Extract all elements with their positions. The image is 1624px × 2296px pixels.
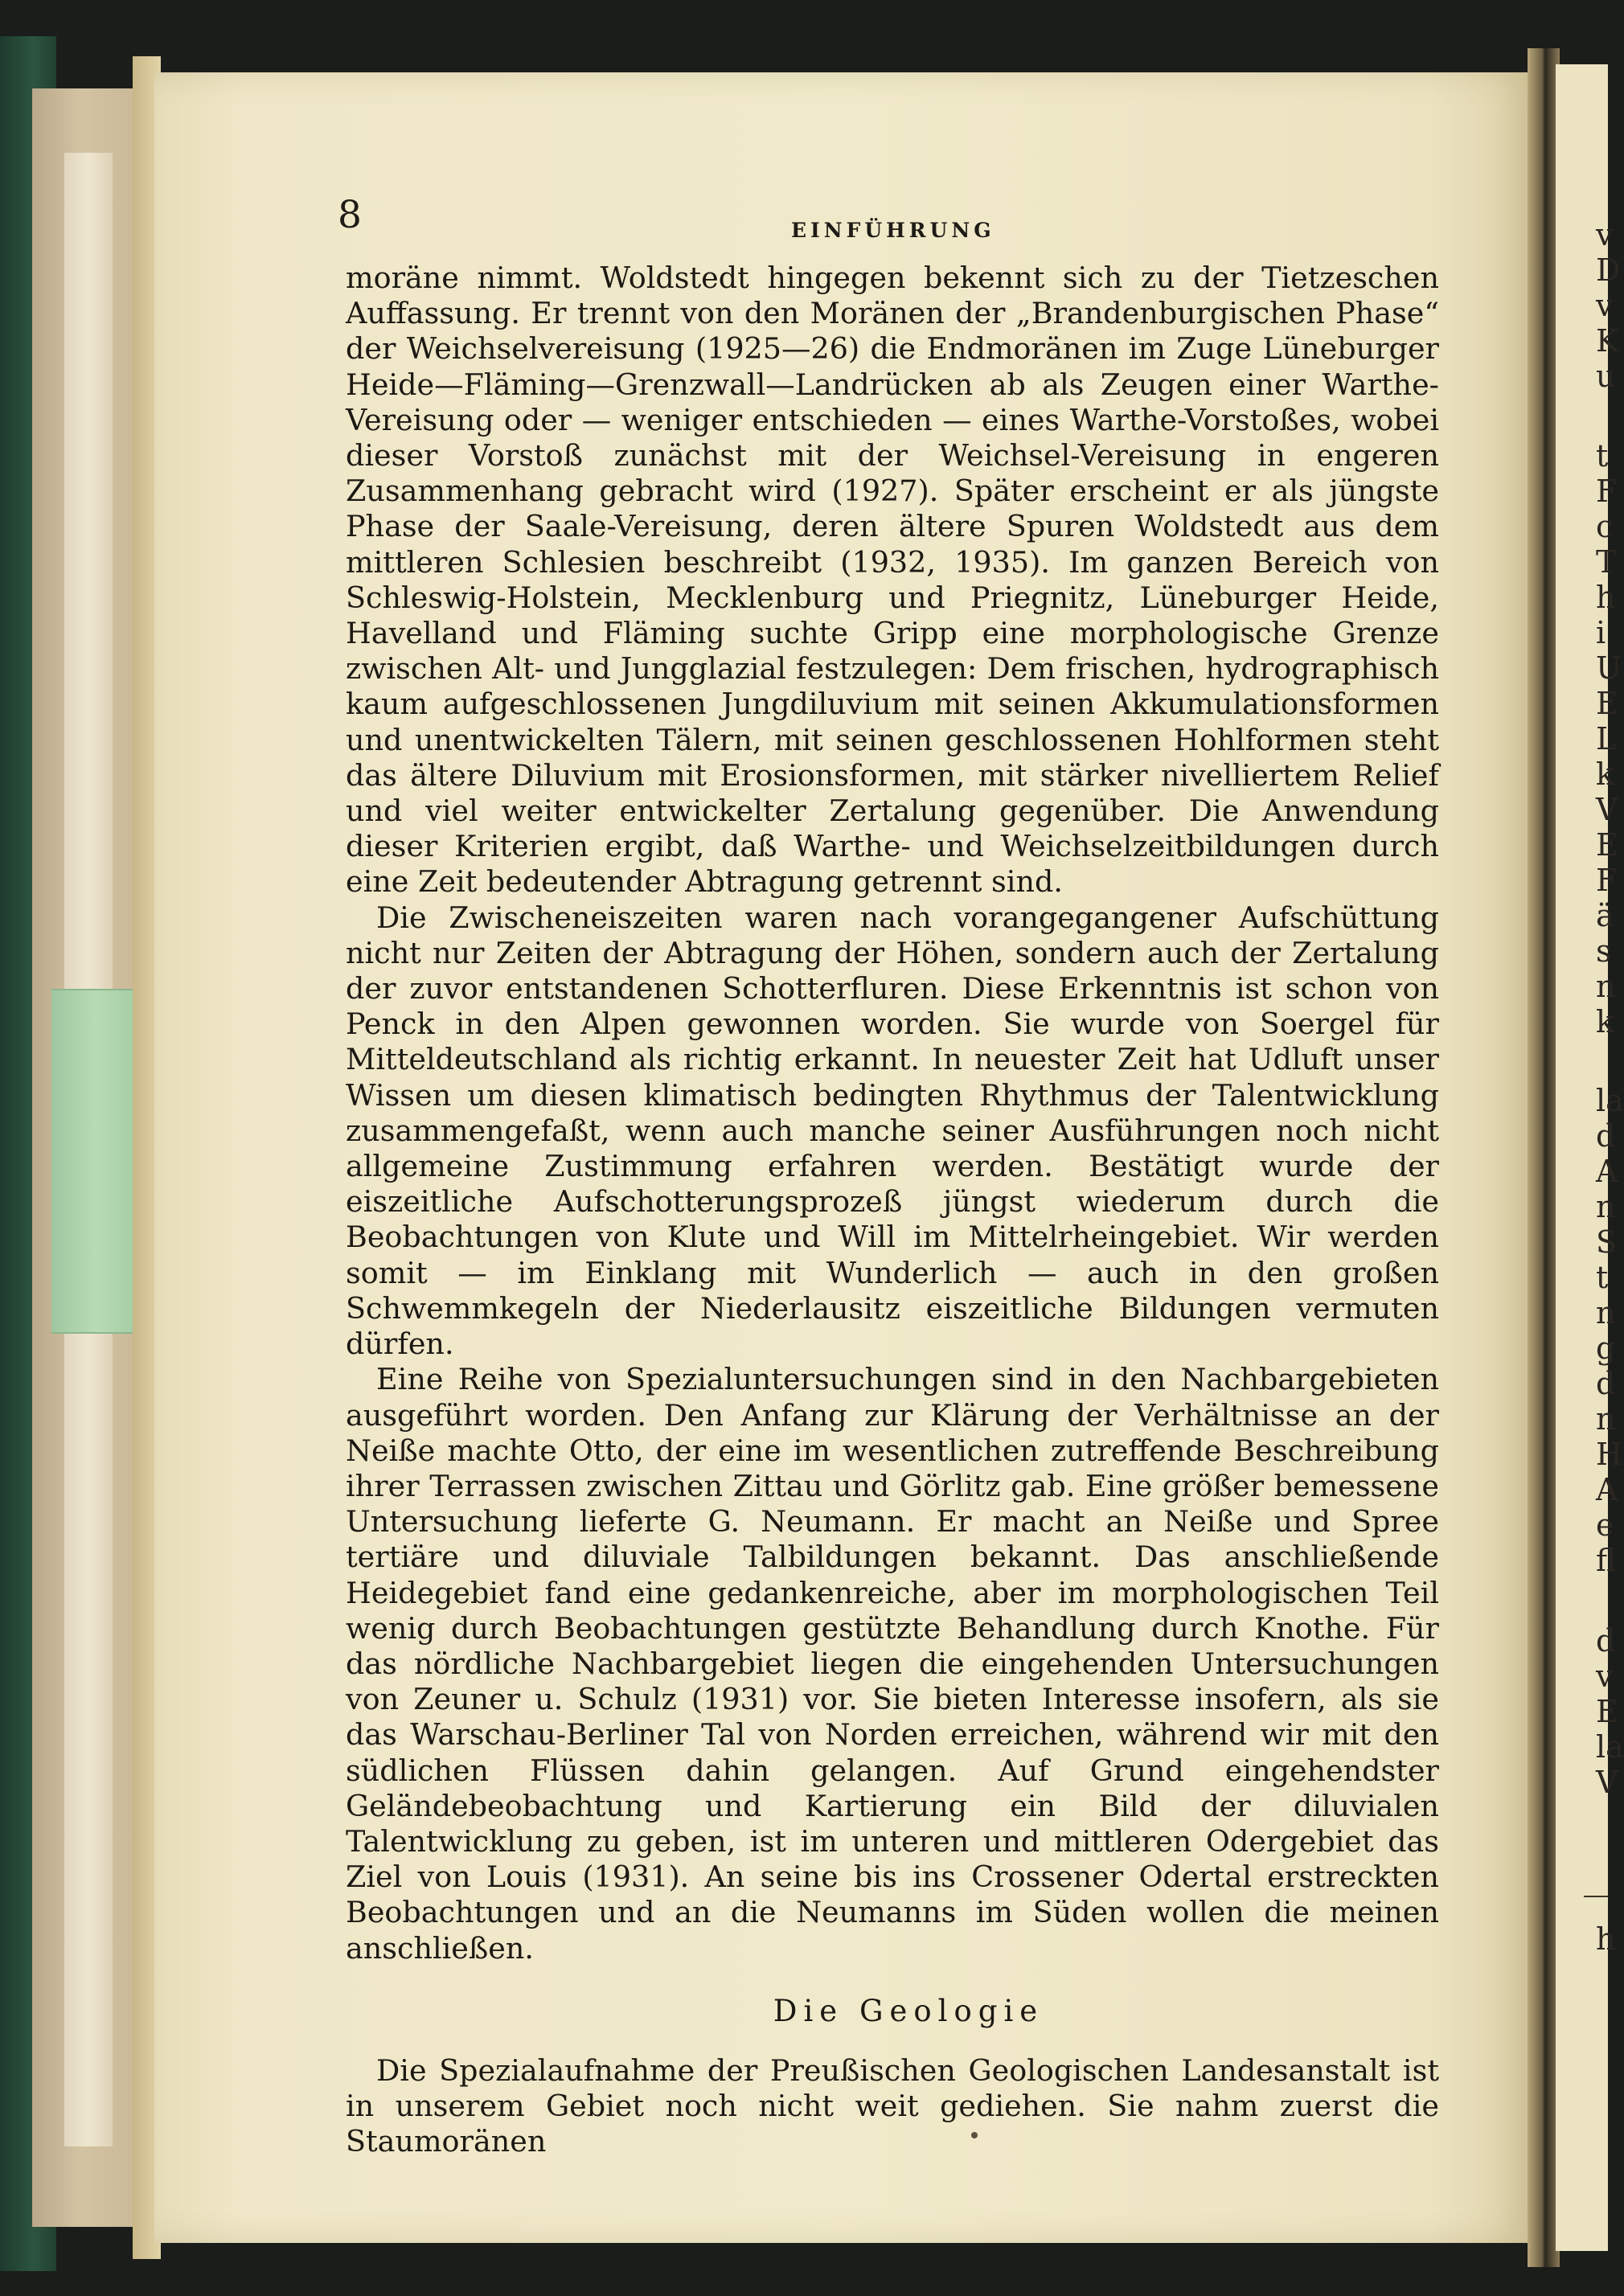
facing-page-fragment: n <box>1596 969 1616 1004</box>
facing-page-fragment: v <box>1596 217 1614 252</box>
facing-page-fragment: U <box>1596 650 1622 686</box>
facing-page-fragment: V <box>1596 1765 1618 1800</box>
running-head: EINFÜHRUNG <box>791 219 995 242</box>
page-number: 8 <box>338 193 362 237</box>
body-text <box>346 260 1439 2159</box>
facing-page-fragment: n <box>1596 1295 1616 1330</box>
facing-page-fragment: L <box>1596 721 1617 756</box>
facing-page-fragment: i <box>1596 615 1606 650</box>
facing-page-fragment: g <box>1596 1330 1616 1366</box>
facing-page-fragment: S <box>1596 1224 1618 1260</box>
facing-page-rule <box>1584 1896 1608 1897</box>
section-heading: Die Geologie <box>773 1993 1044 2028</box>
facing-page-fragment: d <box>1596 1118 1616 1154</box>
paragraph-2: Die Zwischeneiszeiten waren nach vorangegangener Aufschüttung nicht nur Zeiten der Abtragung der Höhen, sondern auch der Zertalung der zuvor entstandenen Schotterfluren. Diese Erkenntnis ist schon von Penck in den Alpen gewonnen worden. Sie wurde von Soergel für Mitteldeutschland als richtig erkannt. In neuester Zeit hat Udluft unser Wissen um diesen klimatisch bedingten Rhythmus der Talentwicklung zusammengefaßt, wenn auch manche seiner Ausführungen noch nicht allgemeine Zustimmung erfahren werden. Bestätigt wurde der eiszeitliche Aufschotterungsprozeß jüngst wiederum durch die Beobachtungen von Klute und Will im Mittelrheingebiet. Wir werden somit — im Einklang mit Wunderlich — auch in den großen Schwemmkegeln der Niederlausitz eiszeitliche Bildungen vermuten dürfen. <box>346 900 1439 1362</box>
facing-page-fragment: c <box>1596 509 1614 544</box>
facing-page-fragment: s <box>1596 933 1612 969</box>
facing-page-fragment: H <box>1596 1437 1623 1472</box>
facing-page-fragment: T <box>1596 544 1617 580</box>
paragraph-1: moräne nimmt. Woldstedt hingegen bekennt sich zu der Tietzeschen Auffassung. Er trennt von den Moränen der „Brandenburgischen Phase“ der Weichselvereisung (1925—26) die Endmoränen im Zuge Lüneburger Heide—Fläming—Grenzwall—Landrücken ab als Zeugen einer Warthe-Vereisung oder — weniger entschieden — eines Warthe-Vorstoßes, wobei dieser Vorstoß zunächst mit der Weichsel-Vereisung in engeren Zusammenhang gebracht wird (1927). Später erscheint er als jüngste Phase der Saale-Vereisung, deren ältere Spuren Woldstedt aus dem mittleren Schlesien beschreibt (1932, 1935). Im ganzen Bereich von Schleswig-Holstein, Mecklenburg und Priegnitz, Lüneburger Heide, Havelland und Fläming suchte Gripp eine morphologische Grenze zwischen Alt- und Jungglazial festzulegen: Dem frischen, hydrographisch kaum aufgeschlossenen Jungdiluvium mit seinen Akkumulationsformen und unentwickelten Tälern, mit seinen geschlossenen Hohlformen steht das ältere Diluvium mit Erosionsformen, mit stärker nivelliertem Relief und viel weiter entwickelter Zertalung gegenüber. Die Anwendung dieser Kriterien ergibt, daß Warthe- und Weichselzeitbildungen durch eine Zeit bedeutender Abtragung getrennt sind. <box>346 260 1439 900</box>
facing-page-fragment: n <box>1596 1189 1616 1224</box>
facing-page-fragment: la <box>1596 1729 1624 1765</box>
facing-page-fragment: d <box>1596 1366 1616 1401</box>
book-gutter <box>1528 48 1560 2267</box>
facing-page-fragment: t <box>1596 438 1609 474</box>
section-paragraph: Die Spezialaufnahme der Preußischen Geologischen Landesanstalt ist in unserem Gebiet noch nicht weit gediehen. Sie nahm zuerst die Staumoränen <box>346 2052 1439 2159</box>
facing-page <box>1556 64 1624 2251</box>
facing-page-fragment: v <box>1596 288 1614 323</box>
facing-page-fragment: k <box>1596 1004 1615 1039</box>
paragraph-3: Eine Reihe von Spezialuntersuchungen sind in den Nachbargebieten ausgeführt worden. Den Anfang zur Klärung der Verhältnisse an der Neiße machte Otto, der eine im wesentlichen zutreffende Beschreibung ihrer Terrassen zwischen Zittau und Görlitz gab. Eine größer bemessene Untersuchung lieferte G. Neumann. Er macht an Neiße und Spree tertiäre und diluviale Talbildungen bekannt. Das anschließende Heidegebiet fand eine gedankenreiche, aber im morphologischen Teil wenig durch Beobachtungen gestützte Behandlung durch Knothe. Für das nördliche Nachbargebiet liegen die eingehenden Untersuchungen von Zeuner u. Schulz (1931) vor. Sie bieten Interesse insofern, als sie das Warschau-Berliner Tal von Norden erreichen, während wir mit den südlichen Flüssen dahin gelangen. Auf Grund eingehendster Geländebeobachtung und Kartierung ein Bild der diluvialen Talentwicklung zu geben, ist im unteren und mittleren Odergebiet das Ziel von Louis (1931). An seine bis ins Crossener Odertal erstreckten Beobachtungen und an die Neumanns im Süden wollen die meinen anschließen. <box>346 1362 1439 1966</box>
facing-page-fragment: n <box>1596 1401 1616 1437</box>
facing-page-fragment: V <box>1596 792 1618 827</box>
facing-page-fragment: v <box>1596 1658 1614 1694</box>
green-bookmark-tab <box>51 989 140 1334</box>
facing-page-fragment: h <box>1596 580 1616 615</box>
facing-page-fragment: F <box>1596 863 1618 898</box>
paper-speck <box>971 2132 978 2138</box>
facing-page-fragment: ä <box>1596 898 1614 933</box>
facing-page-fragment: D <box>1596 252 1621 288</box>
facing-page-fragment: E <box>1596 686 1618 721</box>
facing-page-fragment: E <box>1596 1694 1618 1729</box>
facing-page-fragment: E <box>1596 827 1618 863</box>
facing-page-fragment: k <box>1596 756 1615 792</box>
facing-page-fragment: fl <box>1596 1543 1617 1578</box>
facing-page-fragment: A <box>1596 1154 1618 1189</box>
facing-page-fragment: K <box>1596 323 1619 359</box>
facing-page-fragment: d <box>1596 1623 1616 1658</box>
facing-page-fragment: F <box>1596 474 1618 509</box>
facing-page-fragment: t <box>1596 1260 1609 1295</box>
facing-page-fragment: h <box>1596 1921 1616 1957</box>
facing-page-fragment: e <box>1596 1507 1614 1543</box>
facing-page-fragment: A <box>1596 1472 1618 1507</box>
facing-page-fragment: la <box>1596 1083 1624 1118</box>
facing-page-fragment: u <box>1596 359 1616 394</box>
